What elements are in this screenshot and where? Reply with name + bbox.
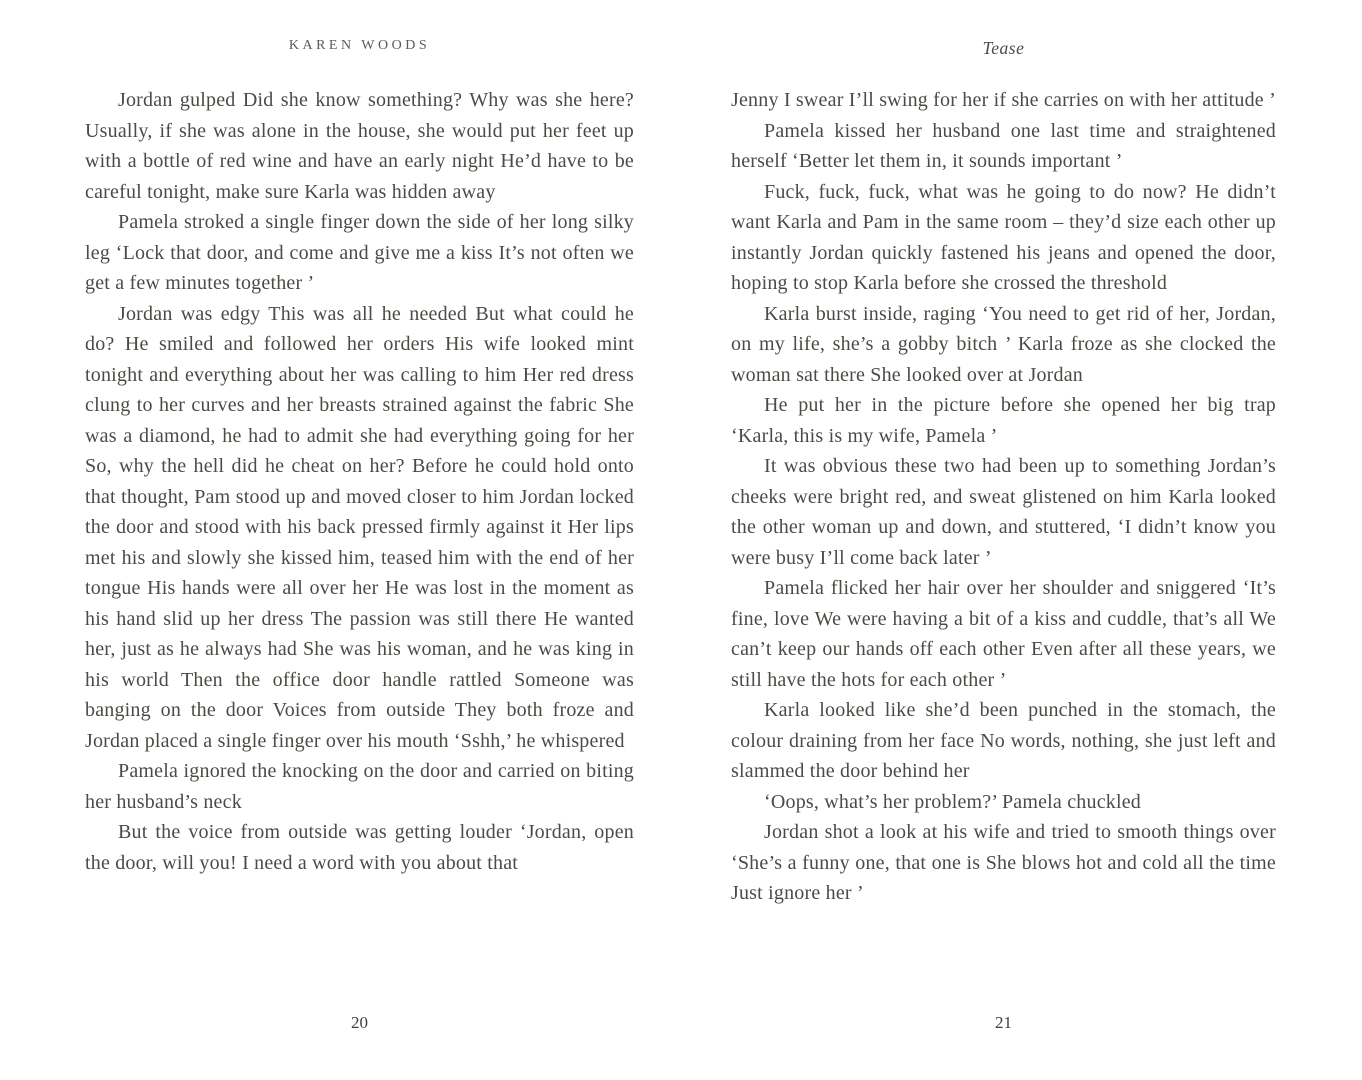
running-head-author: KAREN WOODS <box>288 38 431 53</box>
paragraph: Jordan shot a look at his wife and tried to smooth things over ‘She’s a funny one, that one is She blows hot and cold all the time Just ignore her ’ <box>731 821 1276 904</box>
book-page-left <box>85 0 634 1080</box>
page-body-right <box>731 85 1276 909</box>
paragraph: Jordan was edgy This was all he needed But what could he do? He smiled and followed her orders His wife looked mint tonight and everything about her was calling to him Her red dress clung to her curves and her breasts strained against the fabric She was a diamond, he had to admit she had everything going for her So, why the hell did he cheat on her? Before he could hold onto that thought, Pam stood up and moved closer to him Jordan locked the door and stood with his back pressed firmly against it Her lips met his and slowly she kissed him, teased him with the end of her tongue His hands were all over her He was lost in the moment as his hand slid up her dress The passion was still there He wanted her, just as he always had She was his woman, and he was king in his world Then the office door handle rattled Someone was banging on the door Voices from outside They both froze and Jordan placed a single finger over his mouth ‘Sshh,’ he whispered <box>85 302 634 752</box>
book-page-right <box>731 0 1276 1080</box>
page-number-right: 21 <box>995 1013 1012 1032</box>
page-body-left <box>85 85 634 878</box>
paragraph: Pamela flicked her hair over her shoulder and sniggered ‘It’s fine, love We were having a bit of a kiss and cuddle, that’s all We can’t keep our hands off each other Even after all these years, we still have the hots for each other ’ <box>731 577 1276 691</box>
paragraph: Fuck, fuck, fuck, what was he going to do now? He didn’t want Karla and Pam in the same room – they’d size each other up instantly Jordan quickly fastened his jeans and opened the door, hoping to stop Karla before she crossed the threshold <box>731 180 1276 294</box>
running-head-title: Tease <box>982 38 1025 58</box>
paragraph: Karla burst inside, raging ‘You need to get rid of her, Jordan, on my life, she’s a gobby bitch ’ Karla froze as she clocked the woman sat there She looked over at Jordan <box>731 302 1276 386</box>
page-number-left: 20 <box>351 1013 368 1032</box>
paragraph: But the voice from outside was getting louder ‘Jordan, open the door, will you! I need a word with you about that <box>85 821 634 874</box>
paragraph: Pamela ignored the knocking on the door and carried on biting her husband’s neck <box>85 760 634 813</box>
paragraph: ‘Oops, what’s her problem?’ Pamela chuckled <box>764 790 1141 813</box>
paragraph: He put her in the picture before she opened her big trap ‘Karla, this is my wife, Pamela ’ <box>731 394 1276 447</box>
paragraph: It was obvious these two had been up to something Jordan’s cheeks were bright red, and sweat glistened on him Karla looked the other woman up and down, and stuttered, ‘I didn’t know you were busy I’ll come back later ’ <box>731 455 1276 569</box>
paragraph: Jenny I swear I’ll swing for her if she carries on with her attitude ’ <box>731 89 1276 111</box>
paragraph: Pamela kissed her husband one last time and straightened herself ‘Better let them in, it sounds important ’ <box>731 119 1276 172</box>
paragraph: Karla looked like she’d been punched in the stomach, the colour draining from her face No words, nothing, she just left and slammed the door behind her <box>731 699 1276 782</box>
paragraph: Pamela stroked a single finger down the side of her long silky leg ‘Lock that door, and come and give me a kiss It’s not often we get a few minutes together ’ <box>85 211 634 294</box>
paragraph: Jordan gulped Did she know something? Why was she here? Usually, if she was alone in the house, she would put her feet up with a bottle of red wine and have an early night He’d have to be careful tonight, make sure Karla was hidden away <box>85 89 634 203</box>
